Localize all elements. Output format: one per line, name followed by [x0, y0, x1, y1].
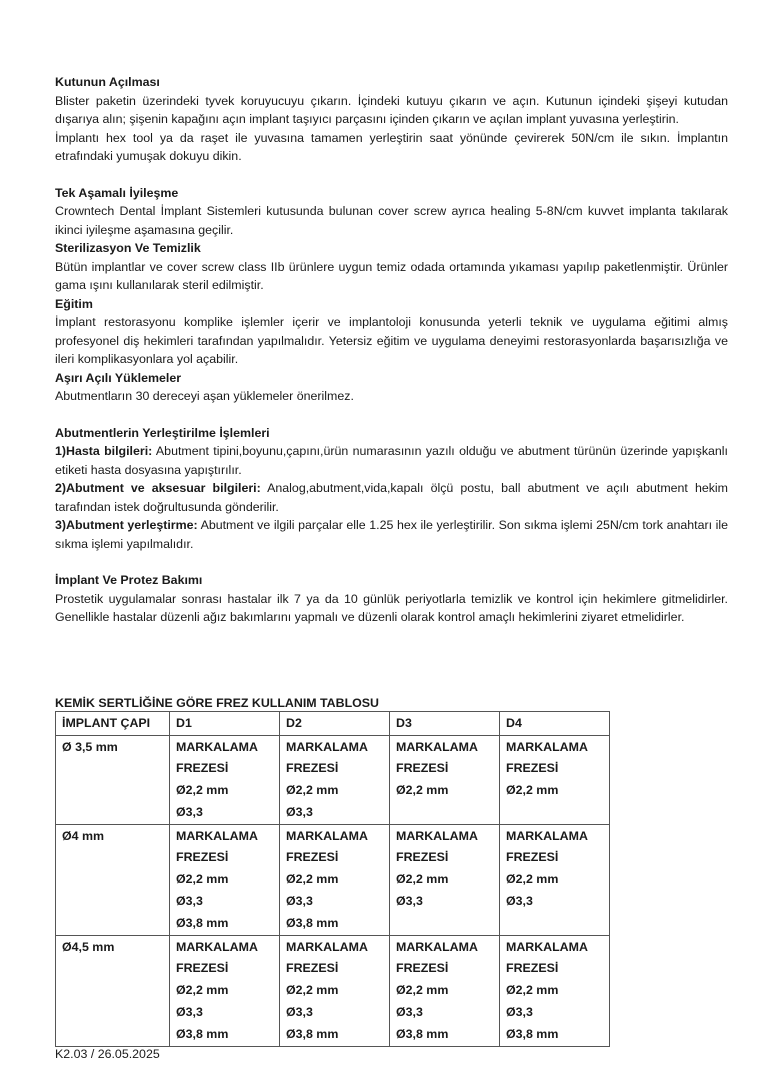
single-stage-text: Crowntech Dental İmplant Sistemleri kutusunda bulunan cover screw ayrıca healing 5-8N/cm kuvvet implanta takılarak ikinci iyileşme aşamasına geçilir. — [55, 204, 728, 237]
document-body — [55, 73, 728, 627]
abutment-item-label: 2)Abutment ve aksesuar bilgileri: — [55, 481, 261, 495]
angled-loads-text: Abutmentların 30 dereceyi aşan yüklemeler önerilmez. — [55, 389, 354, 403]
abutment-item-text: Analog,abutment,vida,kapalı ölçü postu, ball abutment ve açılı abutment hekim tarafından istek doğrultusunda gönderilir. — [55, 481, 728, 514]
abutment-item — [55, 516, 728, 553]
implant-diameter-cell: Ø4,5 mm — [56, 935, 170, 1046]
drill-step: Ø3,8 mm — [396, 1026, 449, 1041]
drill-step: MARKALAMA — [176, 739, 258, 754]
drill-step: MARKALAMA — [286, 939, 368, 954]
drill-step: Ø3,3 — [286, 894, 313, 909]
drill-step: FREZESİ — [176, 961, 229, 976]
drill-step: FREZESİ — [396, 850, 449, 865]
drill-step: MARKALAMA — [176, 828, 258, 843]
drill-cell — [170, 935, 280, 1046]
table-row — [56, 935, 610, 1046]
drill-cell — [390, 824, 500, 935]
section-title-single-stage: Tek Aşamalı İyileşme — [55, 185, 179, 200]
drill-cell — [390, 735, 500, 824]
drill-step: Ø3,8 mm — [176, 1026, 229, 1041]
table-header-cell: D2 — [280, 712, 390, 736]
drill-step: Ø3,3 — [176, 804, 203, 819]
drill-step: FREZESİ — [506, 961, 559, 976]
section-title-training: Eğitim — [55, 296, 93, 311]
drill-step: MARKALAMA — [286, 828, 368, 843]
table-title: KEMİK SERTLİĞİNE GÖRE FREZ KULLANIM TABLOSU — [55, 696, 379, 710]
drill-step: Ø3,3 — [506, 1005, 533, 1020]
drill-cell — [500, 935, 610, 1046]
drill-step: MARKALAMA — [396, 739, 478, 754]
drill-cell — [280, 735, 390, 824]
drill-step: Ø3,3 — [396, 1005, 423, 1020]
section-title-opening: Kutunun Açılması — [55, 75, 160, 89]
sterilization-text: Bütün implantlar ve cover screw class IIb ürünlere uygun temiz odada ortamında yıkaması yapılıp paketlenmiştir. Ürünler gama ışını kullanılarak steril edilmiştir. — [55, 259, 728, 292]
drill-step: MARKALAMA — [506, 939, 588, 954]
drill-usage-table — [55, 711, 610, 1047]
drill-step: Ø2,2 mm — [286, 783, 339, 798]
abutment-item-label: 3)Abutment yerleştirme: — [55, 518, 198, 532]
drill-step: Ø3,3 — [286, 1005, 313, 1020]
drill-step: Ø3,8 mm — [286, 1026, 339, 1041]
drill-step: FREZESİ — [396, 961, 449, 976]
drill-step: Ø2,2 mm — [176, 872, 229, 887]
drill-step: FREZESİ — [286, 761, 339, 776]
section-title-care: İmplant Ve Protez Bakımı — [55, 573, 203, 587]
table-header-cell: D3 — [390, 712, 500, 736]
abutment-item — [55, 479, 728, 516]
table-row — [56, 735, 610, 824]
drill-step: Ø3,8 mm — [506, 1026, 559, 1041]
drill-step: Ø3,3 — [176, 894, 203, 909]
drill-step: FREZESİ — [286, 961, 339, 976]
drill-cell — [390, 935, 500, 1046]
drill-step: MARKALAMA — [286, 739, 368, 754]
drill-step: Ø2,2 mm — [506, 983, 559, 998]
drill-step: Ø2,2 mm — [396, 983, 449, 998]
drill-step: MARKALAMA — [176, 939, 258, 954]
drill-step: FREZESİ — [176, 761, 229, 776]
drill-cell — [500, 824, 610, 935]
table-row — [56, 824, 610, 935]
drill-step: Ø2,2 mm — [286, 983, 339, 998]
drill-cell — [280, 824, 390, 935]
document-footer-code: K2.03 / 26.05.2025 — [55, 1047, 160, 1061]
abutment-item-text: Abutment ve ilgili parçalar elle 1.25 hex ile yerleştirilir. Son sıkma işlemi 25N/cm tork anahtarı ile sıkma işlemi yapılmalıdır. — [55, 518, 729, 551]
drill-step: FREZESİ — [286, 850, 339, 865]
drill-step: Ø2,2 mm — [506, 872, 559, 887]
drill-step: FREZESİ — [506, 850, 559, 865]
drill-step: Ø2,2 mm — [176, 983, 229, 998]
implant-diameter-cell: Ø4 mm — [56, 824, 170, 935]
drill-step: Ø2,2 mm — [176, 783, 229, 798]
section-title-sterilization: Sterilizasyon Ve Temizlik — [55, 241, 201, 255]
opening-paragraph-1: Blister paketin üzerindeki tyvek koruyucuyu çıkarın. İçindeki kutuyu çıkarın ve açın. Kutunun içindeki şişeyi kutudan dışarıya alın; şişenin kapağını açın implant taşıyıcı parçasını içinden çıkarın ve açılan implant yuvasına yerleştirin. — [55, 93, 728, 126]
table-header-cell: D1 — [170, 712, 280, 736]
drill-step: Ø3,8 mm — [286, 915, 339, 930]
drill-step: Ø3,3 — [396, 894, 423, 909]
drill-cell — [170, 735, 280, 824]
drill-step: FREZESİ — [176, 850, 229, 865]
drill-cell — [170, 824, 280, 935]
drill-step: FREZESİ — [396, 761, 449, 776]
drill-step: Ø2,2 mm — [506, 783, 559, 798]
abutment-item-text: Abutment tipini,boyunu,çapını,ürün numarasının yazılı olduğu ve abutment türünün üzerinde yapışkanlı etiketi hasta dosyasına yapıştırılır. — [55, 444, 728, 477]
implant-diameter-cell: Ø 3,5 mm — [56, 735, 170, 824]
table-header-row — [56, 712, 610, 736]
drill-step: Ø3,3 — [286, 804, 313, 819]
drill-step: Ø2,2 mm — [286, 872, 339, 887]
drill-step: Ø2,2 mm — [396, 872, 449, 887]
drill-step: Ø2,2 mm — [396, 783, 449, 798]
section-title-angled-loads: Aşırı Açılı Yüklemeler — [55, 370, 182, 385]
drill-cell — [280, 935, 390, 1046]
training-text: İmplant restorasyonu komplike işlemler içerir ve implantoloji konusunda yeterli teknik ve uygulama eğitimi almış profesyonel diş hekimleri tarafından yapılmalıdır. Yetersiz eğitim ve uygulama deneyimi restorasyonlarda başarısızlığa ve ileri komplikasyonlara yol açabilir. — [55, 315, 728, 366]
drill-cell — [500, 735, 610, 824]
drill-step: Ø3,8 mm — [176, 915, 229, 930]
drill-step: Ø3,3 — [506, 894, 533, 909]
abutment-item-label: 1)Hasta bilgileri: — [55, 444, 153, 458]
drill-step: MARKALAMA — [506, 739, 588, 754]
drill-step: MARKALAMA — [396, 939, 478, 954]
table-body — [56, 735, 610, 1046]
drill-step: MARKALAMA — [396, 828, 478, 843]
drill-step: Ø3,3 — [176, 1005, 203, 1020]
drill-step: FREZESİ — [506, 761, 559, 776]
opening-paragraph-2: İmplantı hex tool ya da raşet ile yuvasına tamamen yerleştirin saat yönünde çevirerek 50N/cm ile sıkın. İmplantın etrafındaki yumuşak dokuyu dikin. — [55, 130, 728, 163]
care-text: Prostetik uygulamalar sonrası hastalar ilk 7 ya da 10 günlük periyotlarla temizlik ve kontrol için hekimlere gitmelidirler. Genellikle hastalar düzenli ağız bakımlarını yapmalı ve düzenli olarak kontrol amaçlı hekimlerini ziyaret etmelidirler. — [55, 591, 728, 624]
drill-step: MARKALAMA — [506, 828, 588, 843]
table-header-cell: D4 — [500, 712, 610, 736]
abutment-item — [55, 442, 728, 479]
table-header-cell: İMPLANT ÇAPI — [56, 712, 170, 736]
section-title-abutment: Abutmentlerin Yerleştirilme İşlemleri — [55, 425, 270, 440]
